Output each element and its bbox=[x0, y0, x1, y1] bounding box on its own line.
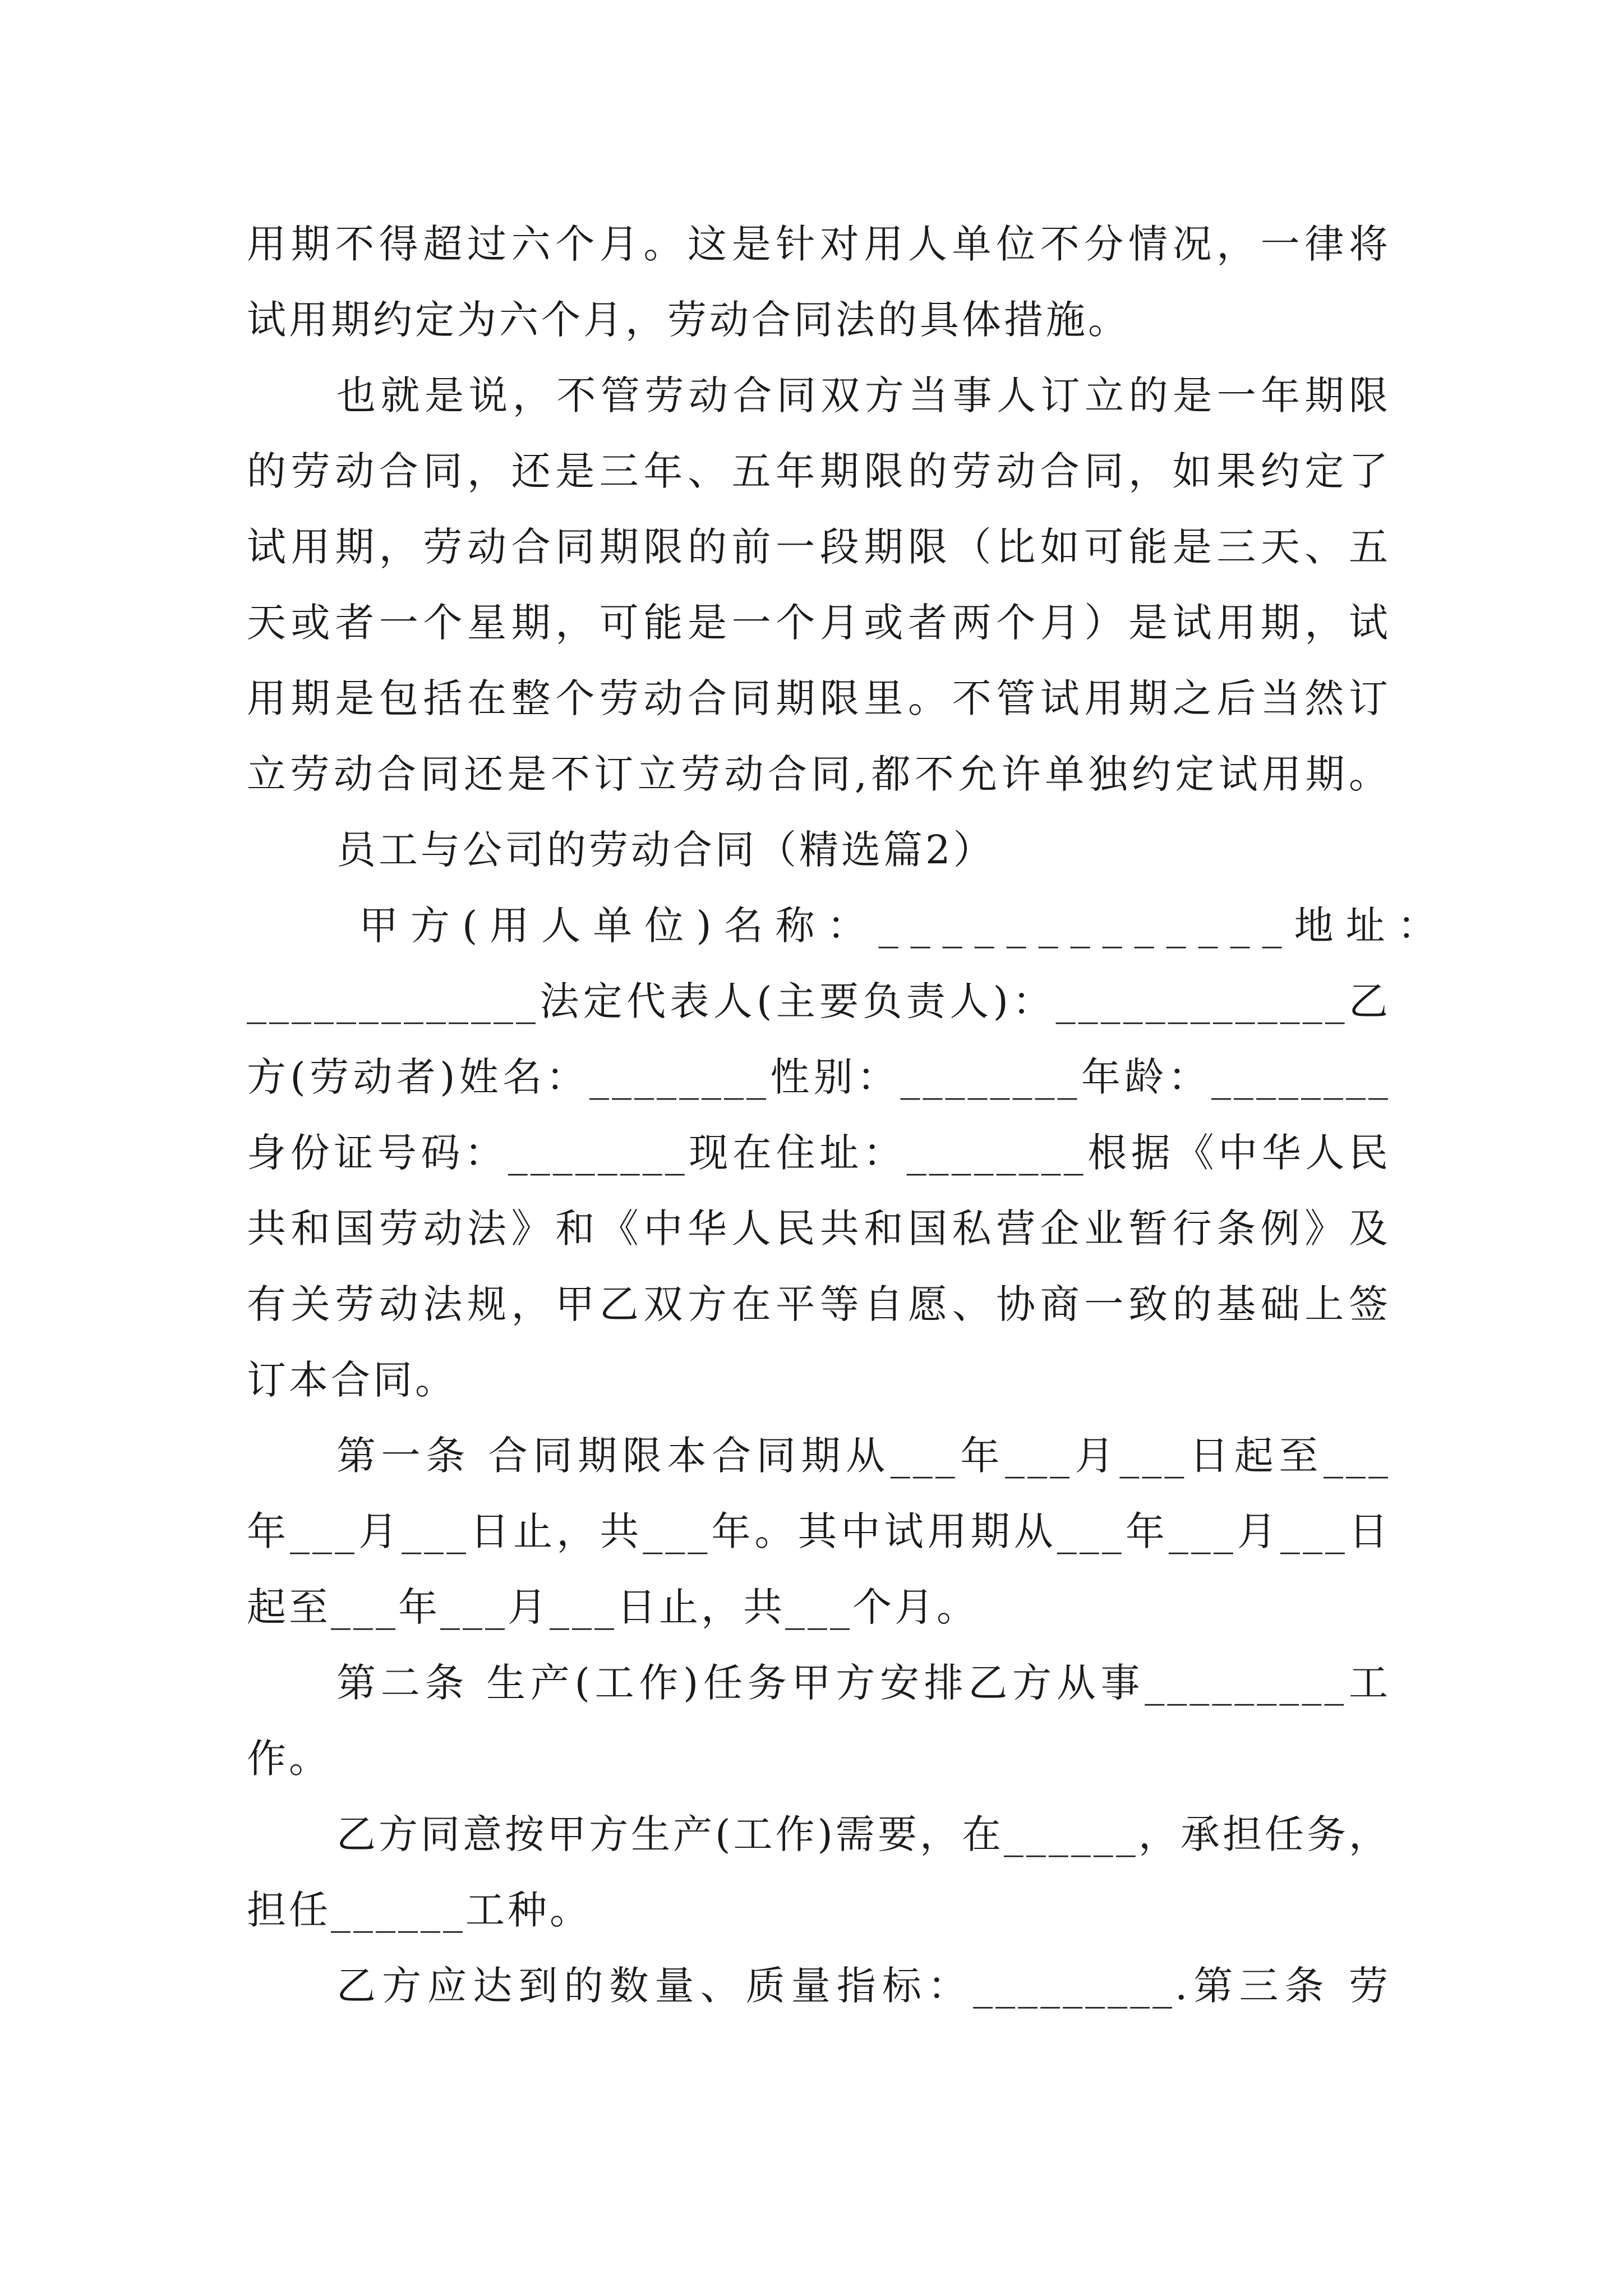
text-line: 第一条 合同期限本合同期从___年___月___日起至___ bbox=[336, 1433, 1391, 1479]
section-heading: 员工与公司的劳动合同（精选篇2） bbox=[336, 827, 995, 873]
text-line: 立劳动合同还是不订立劳动合同,都不允许单独约定试用期。 bbox=[247, 751, 1391, 797]
text-line: 试用期，劳动合同期限的前一段期限（比如可能是三天、五 bbox=[247, 524, 1391, 570]
text-line: 作。 bbox=[247, 1736, 331, 1782]
text-line: 甲方(用人单位)名称：_____________地址： bbox=[359, 903, 1449, 949]
text-line: 的劳动合同，还是三年、五年期限的劳动合同，如果约定了 bbox=[247, 448, 1391, 494]
text-line: 第二条 生产(工作)任务甲方安排乙方从事_________工 bbox=[336, 1660, 1391, 1706]
text-line: 乙方同意按甲方生产(工作)需要，在______，承担任务， bbox=[336, 1811, 1391, 1857]
text-line: 共和国劳动法》和《中华人民共和国私营企业暂行条例》及 bbox=[247, 1205, 1391, 1251]
text-line: 方(劳动者)姓名：________性别：________年龄：________ bbox=[247, 1054, 1391, 1100]
text-line: 身份证号码：________现在住址：________根据《中华人民 bbox=[247, 1130, 1391, 1176]
text-line: 有关劳动法规，甲乙双方在平等自愿、协商一致的基础上签 bbox=[247, 1281, 1391, 1327]
text-line: 也就是说，不管劳动合同双方当事人订立的是一年期限 bbox=[336, 372, 1391, 418]
text-line: 用期不得超过六个月。这是针对用人单位不分情况，一律将 bbox=[247, 221, 1391, 267]
text-line: 年___月___日止，共___年。其中试用期从___年___月___日 bbox=[247, 1508, 1391, 1554]
text-line: 乙方应达到的数量、质量指标：_________.第三条 劳 bbox=[336, 1963, 1391, 2009]
text-line: 用期是包括在整个劳动合同期限里。不管试用期之后当然订 bbox=[247, 675, 1391, 721]
text-line: 订本合同。 bbox=[247, 1357, 457, 1403]
text-line: 试用期约定为六个月，劳动合同法的具体措施。 bbox=[247, 297, 1130, 343]
text-line: _____________法定代表人(主要负责人)：_____________乙 bbox=[247, 978, 1391, 1024]
text-line: 天或者一个星期，可能是一个月或者两个月）是试用期，试 bbox=[247, 600, 1391, 646]
text-line: 担任______工种。 bbox=[247, 1887, 592, 1933]
text-line: 起至___年___月___日止，共___个月。 bbox=[247, 1584, 979, 1630]
